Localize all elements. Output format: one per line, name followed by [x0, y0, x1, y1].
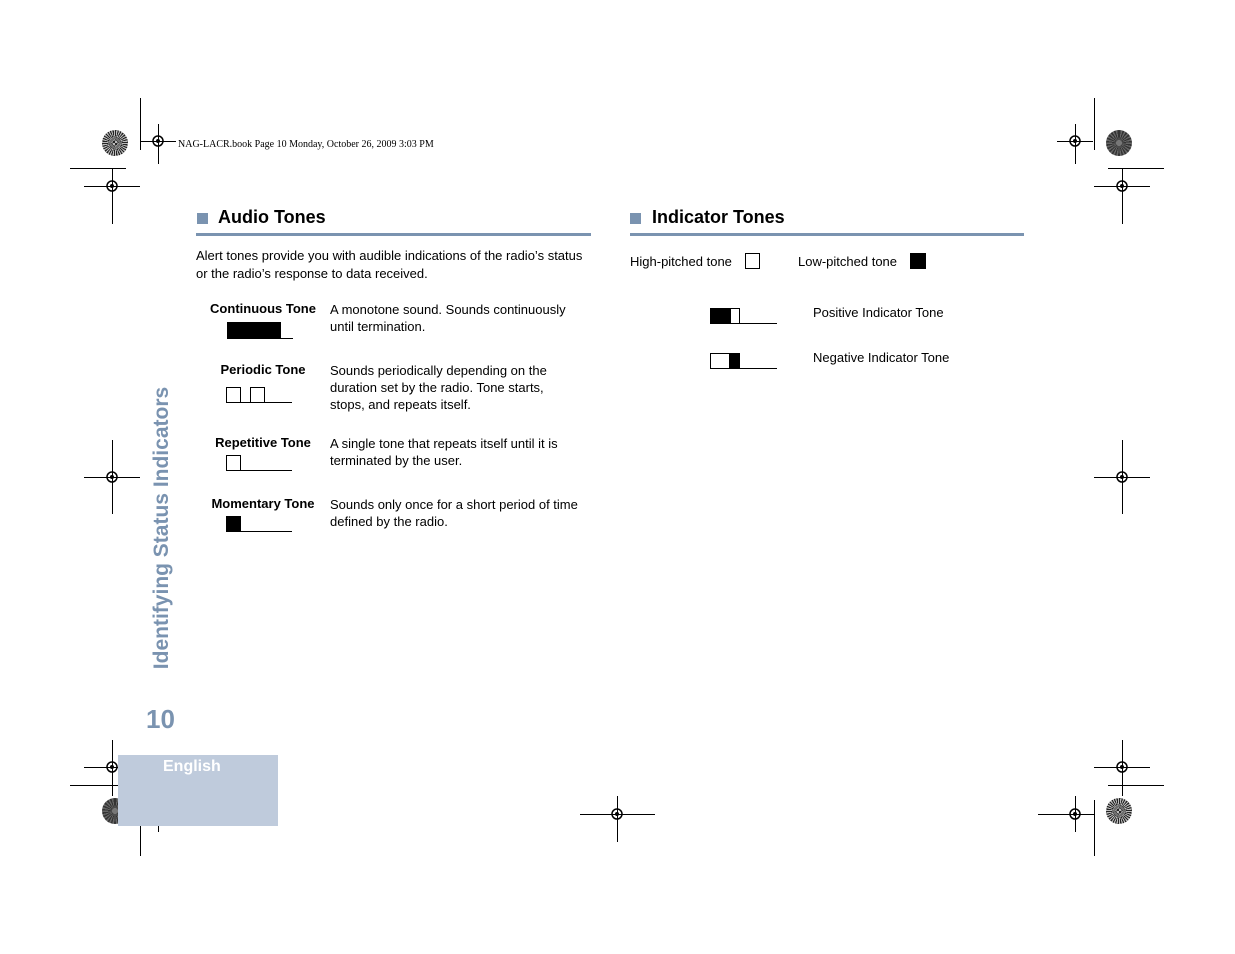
tone-desc: A monotone sound. Sounds continuously until termination. — [330, 302, 566, 334]
tone-desc: Sounds periodically depending on the duration set by the radio. Tone starts, stops, and repeats itself. — [330, 363, 547, 412]
registration-target-icon — [1115, 760, 1129, 774]
section-bullet-icon — [197, 213, 208, 224]
registration-target-icon — [1068, 807, 1082, 821]
section-rule — [196, 233, 591, 236]
tone-label: Continuous Tone — [210, 301, 316, 316]
registration-target-icon — [105, 760, 119, 774]
indicator-tones-title: Indicator Tones — [652, 207, 785, 227]
high-pitched-label: High-pitched tone — [630, 254, 732, 269]
audio-tones-intro: Alert tones provide you with audible indications of the radio’s status or the radio’s response to data received. — [196, 248, 583, 281]
low-pitched-tone-icon — [910, 253, 926, 269]
color-rosette-icon — [1106, 130, 1132, 156]
print-slug: NAG-LACR.book Page 10 Monday, October 26, 2009 3:03 PM — [178, 139, 434, 150]
tone-label: Momentary Tone — [211, 496, 315, 511]
registration-target-icon — [105, 470, 119, 484]
high-pitched-tone-icon — [745, 253, 760, 269]
audio-tones-title: Audio Tones — [218, 207, 326, 227]
positive-indicator-label: Positive Indicator Tone — [813, 305, 944, 320]
tone-label: Periodic Tone — [220, 362, 306, 377]
registration-target-icon — [151, 134, 165, 148]
negative-indicator-label: Negative Indicator Tone — [813, 350, 950, 365]
chapter-side-title: Identifying Status Indicators — [150, 386, 173, 670]
registration-target-icon — [1115, 470, 1129, 484]
low-pitched-label: Low-pitched tone — [798, 254, 898, 269]
section-rule — [630, 233, 1024, 236]
color-rosette-icon — [102, 130, 128, 156]
registration-target-icon — [610, 807, 624, 821]
tone-desc: Sounds only once for a short period of time defined by the radio. — [330, 497, 578, 529]
registration-target-icon — [1115, 179, 1129, 193]
registration-target-icon — [1068, 134, 1082, 148]
page-number: 10 — [146, 704, 175, 734]
registration-target-icon — [105, 179, 119, 193]
section-bullet-icon — [630, 213, 641, 224]
language-label: English — [163, 758, 221, 775]
tone-label: Repetitive Tone — [215, 435, 311, 450]
color-rosette-icon — [1106, 798, 1132, 824]
tone-desc: A single tone that repeats itself until it is terminated by the user. — [330, 436, 558, 468]
